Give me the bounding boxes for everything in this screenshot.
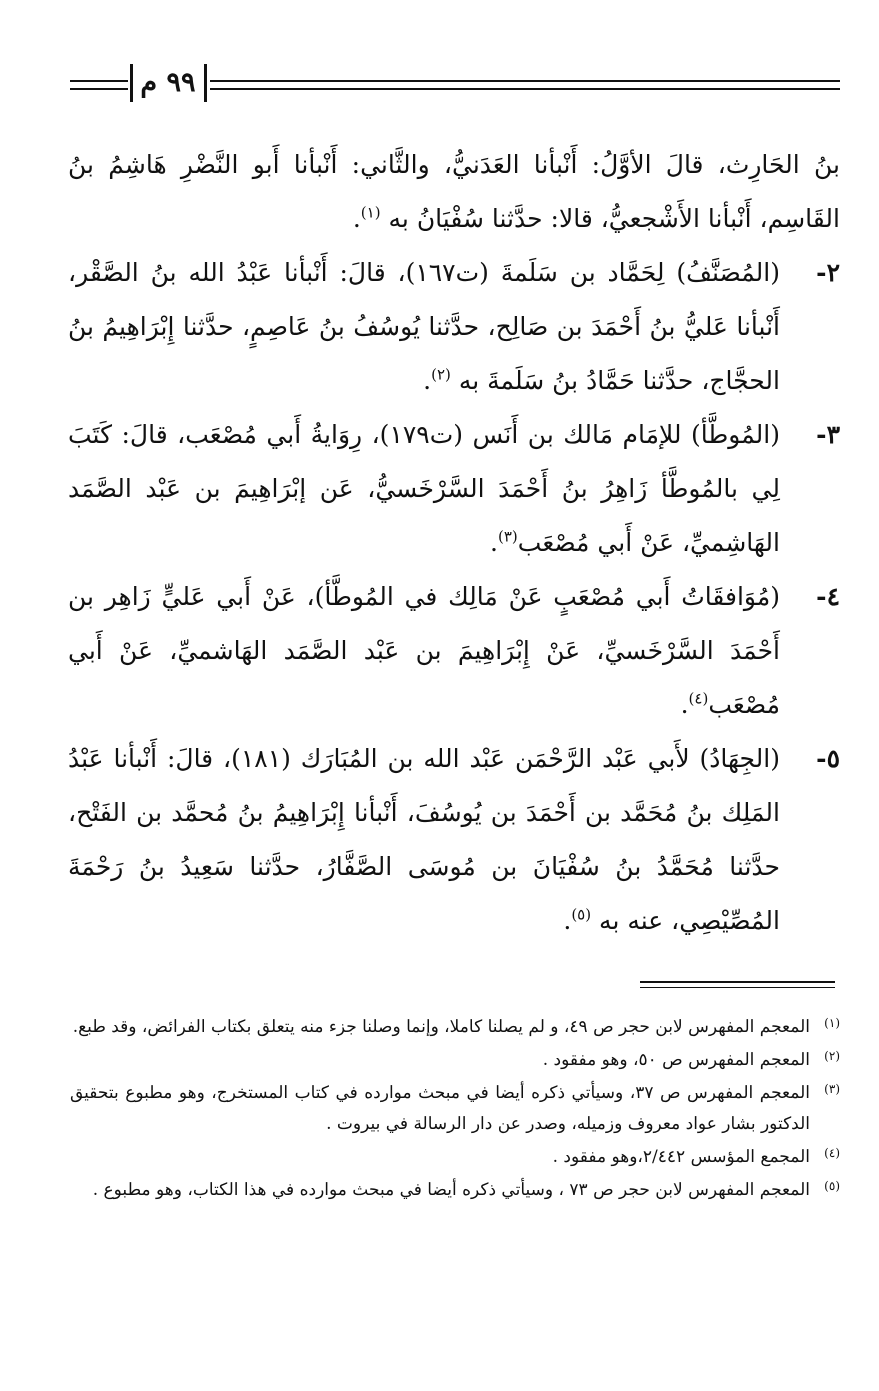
footnote-ref-5[interactable]: (٥): [571, 905, 592, 924]
entry-number: ٣-: [816, 420, 840, 449]
entry-body: (الجِهَادُ) لأَبي عَبْد الرَّحْمَن عَبْد الله بن المُبَارَك (١٨١)، قالَ: أَنْبأنا عَبْدُ المَلِك بنُ مُحَمَّد بن أَحْمَدَ بن يُوسُفَ، أَنْبأنا إِبْرَاهِيمُ بنُ مُحمَّد بن الفَتْح، حدَّثنا مُحَمَّدُ بنُ سُفْيَانَ بن مُوسَى الصَّفَّارُ، حدَّثنا سَعِيدُ بنُ رَحْمَةَ المُصِّيْصِي، عنه به: [68, 744, 780, 935]
page-number: ٩٩ م: [140, 67, 196, 98]
entry-number: ٥-: [816, 744, 840, 773]
footnote-ref-1[interactable]: (١): [360, 203, 381, 222]
entry-5: [68, 732, 840, 948]
entry-text: (المُصَنَّفُ) لِحَمَّاد بن سَلَمةَ (ت١٦٧)، قالَ: أَنْبأنا عَبْدُ الله بنُ الصَّقْر، أَنْبأنا عَليُّ بنُ أَحْمَدَ بن صَالِح، حدَّثنا يُوسُفُ بنُ عَاصِمٍ، حدَّثنا إِبْرَاهِيمُ بنُ الحجَّاج، حدَّثنا حَمَّادُ بنُ سَلَمةَ به $^{(٢)}$.: [68, 258, 780, 395]
entry-body: (مُوَافقَاتُ أَبي مُصْعَبٍ عَنْ مَالِك في المُوطَّأ)، عَنْ أَبي عَليٍّ زَاهِر بن أَحْمَدَ السَّرْخَسيِّ، عَنْ إِبْرَاهِيمَ بن عَبْد الصَّمَد الهَاشميِّ، عَنْ أَبي مُصْعَب: [68, 582, 780, 719]
footnote-ref-2[interactable]: (٢): [431, 365, 451, 384]
entry-number: ٢-: [816, 258, 840, 287]
footnote-ref-3[interactable]: (٣): [497, 527, 518, 546]
main-text: [68, 138, 840, 948]
footnote-text: المعجم المفهرس ص ٥٠، وهو مفقود .: [542, 1050, 810, 1070]
footnote-2: [70, 1045, 840, 1076]
header-bar-right: [204, 64, 207, 102]
footnote-4: [70, 1142, 840, 1173]
footnote-text: المجمع المؤسس ٢/٤٤٢،وهو مفقود .: [552, 1147, 810, 1167]
footnote-text: المعجم المفهرس لابن حجر ص ٧٣ ، وسيأتي ذكره أيضا في مبحث موارده في هذا الكتاب، وهو مطبوع .: [92, 1180, 810, 1200]
entry-body: (المُوطَّأ) للإمَام مَالك بن أَنَس (ت١٧٩)، رِوَايةُ أَبي مُصْعَب، قالَ: كَتَبَ لِي بالمُوطَّأ زَاهِرُ بنُ أَحْمَدَ السَّرْخَسيُّ، عَن إبْرَاهِيمَ بن عَبْد الصَّمَد الهَاشِميِّ، عَنْ أَبي مُصْعَب: [68, 420, 780, 557]
entry-text: (المُوطَّأ) للإمَام مَالك بن أَنَس (ت١٧٩)، رِوَايةُ أَبي مُصْعَب، قالَ: كَتَبَ لِي بالمُوطَّأ زَاهِرُ بنُ أَحْمَدَ السَّرْخَسيُّ، عَن إبْرَاهِيمَ بن عَبْد الصَّمَد الهَاشِميِّ، عَنْ أَبي مُصْعَب$^{(٣)}$.: [68, 420, 780, 557]
footnote-mark: (٣): [824, 1082, 840, 1096]
footnote-mark: (٥): [824, 1179, 840, 1193]
footnote-5: [70, 1175, 840, 1206]
header-bar-left: [130, 64, 133, 102]
intro-text: بنُ الحَارِث، قالَ الأوَّلُ: أَنْبأنا العَدَنيُّ، والثَّاني: أَنْبأنا أَبو النَّضْرِ هَاشِمُ بنُ القَاسِم، أَنْبأنا الأَشْجعيُّ، قالا: حدَّثنا سُفْيَانُ به: [68, 150, 840, 233]
entry-number: ٤-: [816, 582, 840, 611]
entry-text: (مُوَافقَاتُ أَبي مُصْعَبٍ عَنْ مَالِك في المُوطَّأ)، عَنْ أَبي عَليٍّ زَاهِر بن أَحْمَدَ السَّرْخَسيِّ، عَنْ إِبْرَاهِيمَ بن عَبْد الصَّمَد الهَاشميِّ، عَنْ أَبي مُصْعَب$^{(٤)}$.: [68, 582, 780, 719]
entry-4: [68, 570, 840, 732]
entry-3: [68, 408, 840, 570]
footnote-separator: [640, 981, 835, 983]
footnote-mark: (٤): [824, 1146, 840, 1160]
footnote-text: المعجم المفهرس لابن حجر ص ٤٩، و لم يصلنا كاملا، وإنما وصلنا جزء منه يتعلق بكتاب الفرائض، وقد طبع.: [72, 1017, 810, 1037]
footnote-mark: (١): [824, 1016, 840, 1030]
footnote-3: [70, 1078, 840, 1140]
footnotes: [70, 1012, 840, 1208]
footnote-1: [70, 1012, 840, 1043]
footnote-ref-4[interactable]: (٤): [688, 689, 709, 708]
footnote-separator-thin: [640, 987, 835, 988]
header-rule-right: [210, 80, 840, 90]
intro-paragraph: بنُ الحَارِث، قالَ الأوَّلُ: أَنْبأنا العَدَنيُّ، والثَّاني: أَنْبأنا أَبو النَّضْرِ هَاشِمُ بنُ القَاسِم، أَنْبأنا الأَشْجعيُّ، قالا: حدَّثنا سُفْيَانُ به $^{(١)}$.: [68, 150, 840, 233]
footnote-text: المعجم المفهرس ص ٣٧، وسيأتي ذكره أيضا في مبحث موارده في كتاب المستخرج، وهو مطبوع بتحقيق الدكتور بشار عواد معروف وزميله، وصدر عن دار الرسالة في بيروت .: [70, 1083, 810, 1134]
entry-body: (المُصَنَّفُ) لِحَمَّاد بن سَلَمةَ (ت١٦٧)، قالَ: أَنْبأنا عَبْدُ الله بنُ الصَّقْر، أَنْبأنا عَليُّ بنُ أَحْمَدَ بن صَالِح، حدَّثنا يُوسُفُ بنُ عَاصِمٍ، حدَّثنا إِبْرَاهِيمُ بنُ الحجَّاج، حدَّثنا حَمَّادُ بنُ سَلَمةَ به: [68, 258, 780, 395]
header-rule-left: [70, 80, 128, 90]
footnote-mark: (٢): [824, 1049, 840, 1063]
entry-text: (الجِهَادُ) لأَبي عَبْد الرَّحْمَن عَبْد الله بن المُبَارَك (١٨١)، قالَ: أَنْبأنا عَبْدُ المَلِك بنُ مُحَمَّد بن أَحْمَدَ بن يُوسُفَ، أَنْبأنا إِبْرَاهِيمُ بنُ مُحمَّد بن الفَتْح، حدَّثنا مُحَمَّدُ بنُ سُفْيَانَ بن مُوسَى الصَّفَّارُ، حدَّثنا سَعِيدُ بنُ رَحْمَةَ المُصِّيْصِي، عنه به $^{(٥)}$.: [68, 744, 780, 935]
page-header: [70, 62, 840, 106]
entry-2: [68, 246, 840, 408]
